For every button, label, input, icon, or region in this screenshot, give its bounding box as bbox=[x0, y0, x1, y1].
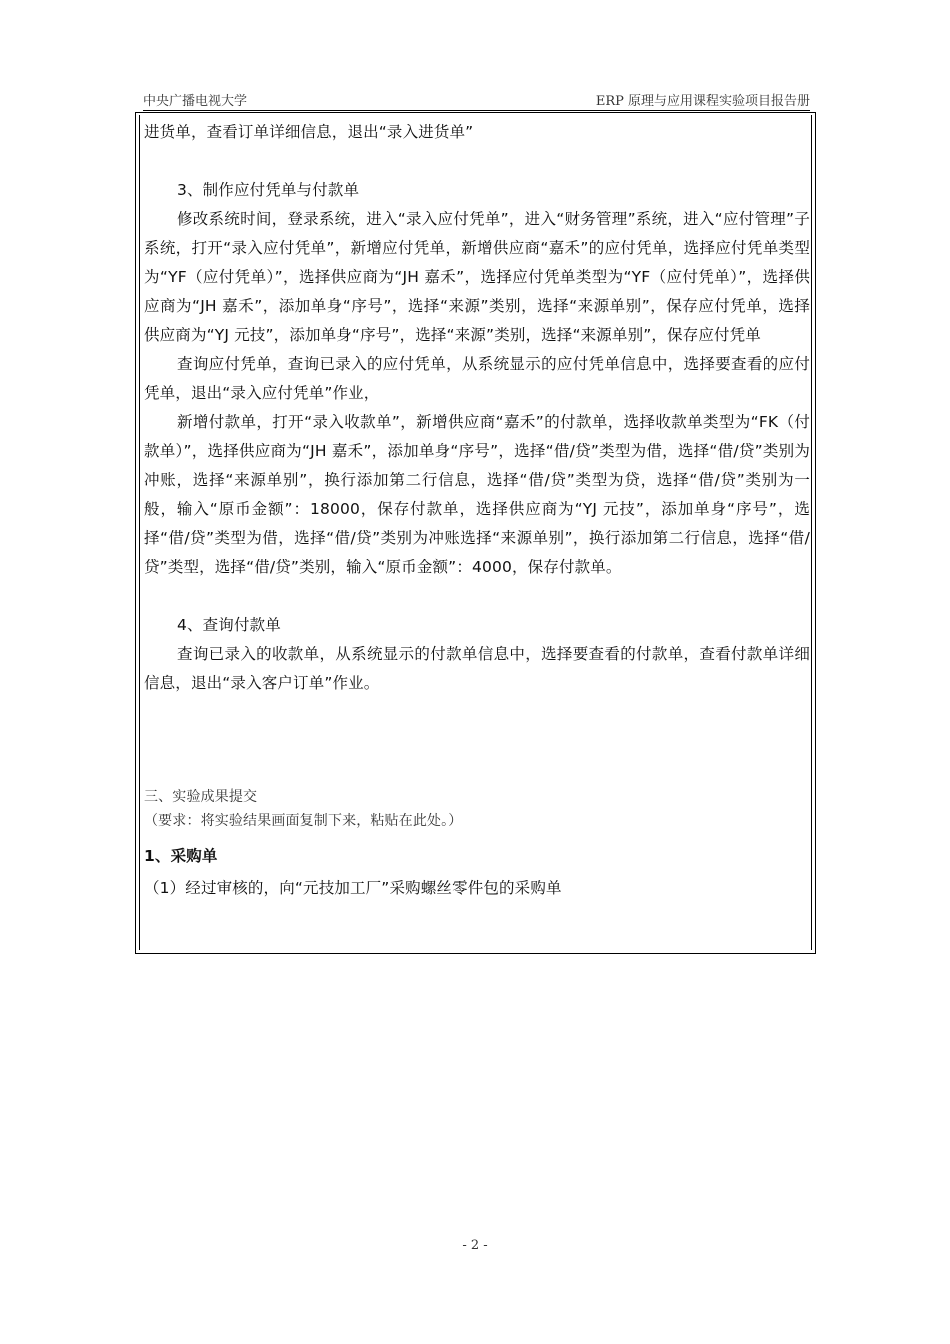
header-report-title: ERP 原理与应用课程实验项目报告册 bbox=[595, 94, 810, 109]
section4-title: 4、查询付款单 bbox=[177, 616, 281, 634]
page-number: - 2 - bbox=[462, 1238, 488, 1253]
report-body bbox=[144, 118, 810, 905]
section4-paragraph-1: 查询已录入的收款单，从系统显示的付款单信息中，选择要查看的付款单，查看付款单详细信息，退出“录入客户订单”作业。 bbox=[144, 645, 810, 692]
spacer bbox=[144, 727, 810, 785]
section3-title: 3、制作应付凭单与付款单 bbox=[177, 181, 360, 199]
section3-paragraph-1: 修改系统时间，登录系统，进入“录入应付凭单”，进入“财务管理”系统，进入“应付管理”子系统，打开“录入应付凭单”，新增应付凭单，新增供应商“嘉禾”的应付凭单，选择应付凭单类型为“YF（应付凭单）”，选择供应商为“JH 嘉禾”，选择应付凭单类型为“YF（应付凭单）”，选择供应商为“JH 嘉禾”，添加单身“序号”，选择“来源”类别，选择“来源单别”，保存应付凭单，选择供应商为“YJ 元技”，添加单身“序号”，选择“来源”类别，选择“来源单别”，保存应付凭单 bbox=[144, 210, 810, 344]
spacer bbox=[144, 582, 810, 611]
page-header bbox=[143, 88, 810, 111]
purchase-heading: 1、采购单 bbox=[144, 847, 218, 865]
continued-line: 进货单，查看订单详细信息，退出“录入进货单” bbox=[144, 123, 474, 141]
results-note: （要求：将实验结果画面复制下来，粘贴在此处。） bbox=[144, 813, 463, 829]
spacer bbox=[144, 147, 810, 176]
purchase-item-1: （1）经过审核的，向“元技加工厂”采购螺丝零件包的采购单 bbox=[144, 879, 562, 897]
results-heading: 三、实验成果提交 bbox=[144, 789, 258, 805]
spacer bbox=[144, 698, 810, 727]
section3-paragraph-2: 查询应付凭单，查询已录入的应付凭单，从系统显示的应付凭单信息中，选择要查看的应付凭单，退出“录入应付凭单”作业， bbox=[144, 355, 810, 402]
section3-paragraph-3: 新增付款单，打开“录入收款单”，新增供应商“嘉禾”的付款单，选择收款单类型为“FK（付款单）”，选择供应商为“JH 嘉禾”，添加单身“序号”，选择“借/贷”类型为借，选择“借/贷”类别为冲账，选择“来源单别”，换行添加第二行信息，选择“借/贷”类型为贷，选择“借/贷”类别为一般，输入“原币金额”：18000，保存付款单，选择供应商为“YJ 元技”，添加单身“序号”，选择“借/贷”类型为借，选择“借/贷”类别为冲账选择“来源单别”，换行添加第二行信息，选择“借/贷”类型，选择“借/贷”类别，输入“原币金额”：4000，保存付款单。 bbox=[144, 413, 810, 576]
header-university: 中央广播电视大学 bbox=[143, 94, 248, 109]
